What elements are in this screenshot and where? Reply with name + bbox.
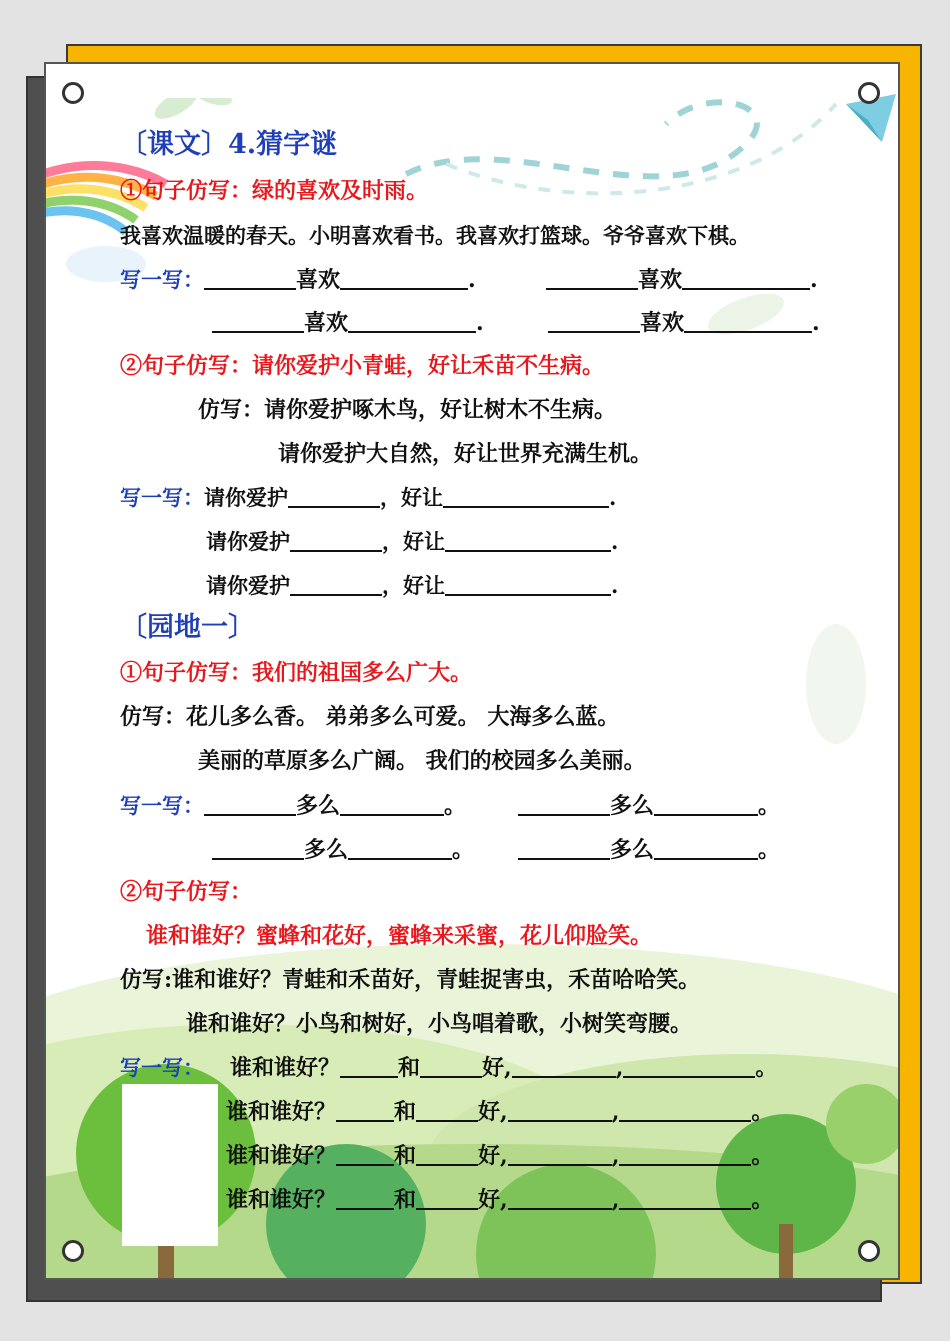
write-row [226, 1097, 773, 1127]
blank-field[interactable] [619, 1186, 751, 1210]
blank-field[interactable] [518, 836, 610, 860]
section-heading: ②句子仿写： [120, 879, 253, 905]
fixed-word: 多么 [610, 793, 655, 819]
example-text: 仿写：花儿多么香。 弟弟多么可爱。 大海多么蓝。 [120, 704, 620, 730]
blank-field[interactable] [340, 1054, 398, 1078]
dashed-path-decoration [406, 102, 757, 176]
fixed-word: 好, [478, 1187, 508, 1213]
blank-field[interactable] [416, 1098, 478, 1122]
blank-field[interactable] [445, 572, 611, 596]
blank-field[interactable] [290, 528, 382, 552]
write-prompt: 写一写： [120, 793, 204, 818]
fixed-word: 多么 [296, 793, 341, 819]
blank-field[interactable] [508, 1186, 612, 1210]
period: . [468, 267, 476, 293]
write-row [206, 571, 618, 601]
blank-field[interactable] [548, 309, 640, 333]
write-row [518, 791, 780, 821]
lesson-title: 〔课文〕4.猜字谜 [120, 129, 338, 160]
period: 。 [758, 793, 781, 819]
blank-field[interactable] [508, 1098, 612, 1122]
blank-field[interactable] [518, 792, 610, 816]
comma: , [611, 1143, 620, 1169]
fixed-word: 和 [394, 1143, 417, 1169]
write-row [548, 308, 820, 338]
garden-title: 〔园地一〕 [120, 612, 255, 643]
fixed-word: 谁和谁好？ [226, 1187, 337, 1213]
example-text: 仿写：请你爱护啄木鸟，好让树木不生病。 [198, 397, 617, 423]
blank-field[interactable] [654, 792, 758, 816]
write-row [120, 265, 476, 295]
binder-hole [62, 1240, 84, 1262]
comma: , [611, 1099, 620, 1125]
fixed-word: ，好让 [380, 485, 443, 510]
write-prompt: 写一写： [120, 1055, 204, 1080]
fixed-word: 喜欢 [640, 310, 685, 336]
period: 。 [751, 1099, 774, 1125]
blank-field[interactable] [204, 266, 296, 290]
blank-field[interactable] [336, 1098, 394, 1122]
blank-field[interactable] [212, 836, 304, 860]
period: . [476, 310, 484, 336]
fixed-word: 喜欢 [304, 310, 349, 336]
blank-field[interactable] [619, 1098, 751, 1122]
fixed-word: 多么 [304, 837, 349, 863]
fixed-word: 和 [394, 1099, 417, 1125]
fixed-word: ，好让 [382, 529, 445, 554]
blank-field[interactable] [340, 792, 444, 816]
fixed-word: 谁和谁好？ [226, 1143, 337, 1169]
period: . [609, 485, 617, 510]
example-text: 请你爱护大自然，好让世界充满生机。 [278, 441, 653, 467]
write-row [226, 1141, 773, 1171]
blank-field[interactable] [682, 266, 810, 290]
write-row [212, 308, 484, 338]
blank-field[interactable] [204, 792, 296, 816]
fixed-word: 好, [478, 1099, 508, 1125]
fixed-word: 喜欢 [296, 267, 341, 293]
fixed-word: 好, [482, 1055, 512, 1081]
blank-field[interactable] [336, 1186, 394, 1210]
blank-field[interactable] [340, 266, 468, 290]
binder-hole [858, 1240, 880, 1262]
blank-field[interactable] [416, 1142, 478, 1166]
blank-field[interactable] [508, 1142, 612, 1166]
example-text: 谁和谁好？小鸟和树好，小鸟唱着歌，小树笑弯腰。 [186, 1011, 693, 1037]
blank-field[interactable] [288, 484, 380, 508]
example-text: 美丽的草原多么广阔。 我们的校园多么美丽。 [198, 748, 646, 774]
fixed-word: 谁和谁好？ [230, 1055, 341, 1081]
model-sentence: 谁和谁好？蜜蜂和花好，蜜蜂来采蜜，花儿仰脸笑。 [146, 923, 653, 949]
write-prompt: 写一写： [120, 267, 204, 292]
write-row [212, 835, 474, 865]
blank-field[interactable] [512, 1054, 616, 1078]
blank-field[interactable] [546, 266, 638, 290]
blank-field[interactable] [290, 572, 382, 596]
fixed-word: 喜欢 [638, 267, 683, 293]
period: 。 [758, 837, 781, 863]
binder-hole [858, 82, 880, 104]
blank-field[interactable] [443, 484, 609, 508]
write-row [120, 483, 616, 513]
blank-field[interactable] [619, 1142, 751, 1166]
blank-field[interactable] [445, 528, 611, 552]
blank-field[interactable] [416, 1186, 478, 1210]
blank-field[interactable] [212, 309, 304, 333]
period: 。 [755, 1055, 778, 1081]
example-text: 我喜欢温暖的春天。小明喜欢看书。我喜欢打篮球。爷爷喜欢下棋。 [120, 223, 750, 248]
write-prompt: 写一写： [120, 485, 204, 510]
write-row [120, 791, 466, 821]
fixed-word: 好, [478, 1143, 508, 1169]
section-heading: ②句子仿写：请你爱护小青蛙，好让禾苗不生病。 [120, 353, 605, 379]
period: . [611, 573, 619, 598]
write-row [120, 1053, 777, 1083]
binder-hole [62, 82, 84, 104]
blank-field[interactable] [348, 836, 452, 860]
write-row [206, 527, 618, 557]
blank-field[interactable] [684, 309, 812, 333]
period: . [810, 267, 818, 293]
blank-field[interactable] [623, 1054, 755, 1078]
blank-patch [122, 1084, 218, 1246]
write-row [226, 1185, 773, 1215]
section-heading: ①句子仿写：我们的祖国多么广大。 [120, 660, 473, 686]
period: 。 [751, 1187, 774, 1213]
write-row [518, 835, 780, 865]
comma: , [615, 1055, 624, 1081]
blank-field[interactable] [348, 309, 476, 333]
comma: , [611, 1187, 620, 1213]
period: 。 [751, 1143, 774, 1169]
period: 。 [452, 837, 475, 863]
write-row [546, 265, 818, 295]
fixed-word: 和 [398, 1055, 421, 1081]
blank-field[interactable] [336, 1142, 394, 1166]
fixed-word: ，好让 [382, 573, 445, 598]
period: . [812, 310, 820, 336]
fixed-word: 请你爱护 [206, 529, 290, 554]
blank-field[interactable] [654, 836, 758, 860]
example-text: 仿写:谁和谁好？青蛙和禾苗好，青蛙捉害虫，禾苗哈哈笑。 [120, 967, 701, 993]
fixed-word: 多么 [610, 837, 655, 863]
fixed-word: 请你爱护 [204, 485, 288, 510]
period: . [611, 529, 619, 554]
fixed-word: 谁和谁好？ [226, 1099, 337, 1125]
section-heading: ①句子仿写：绿的喜欢及时雨。 [120, 178, 429, 204]
period: 。 [444, 793, 467, 819]
fixed-word: 请你爱护 [206, 573, 290, 598]
blank-field[interactable] [420, 1054, 482, 1078]
fixed-word: 和 [394, 1187, 417, 1213]
